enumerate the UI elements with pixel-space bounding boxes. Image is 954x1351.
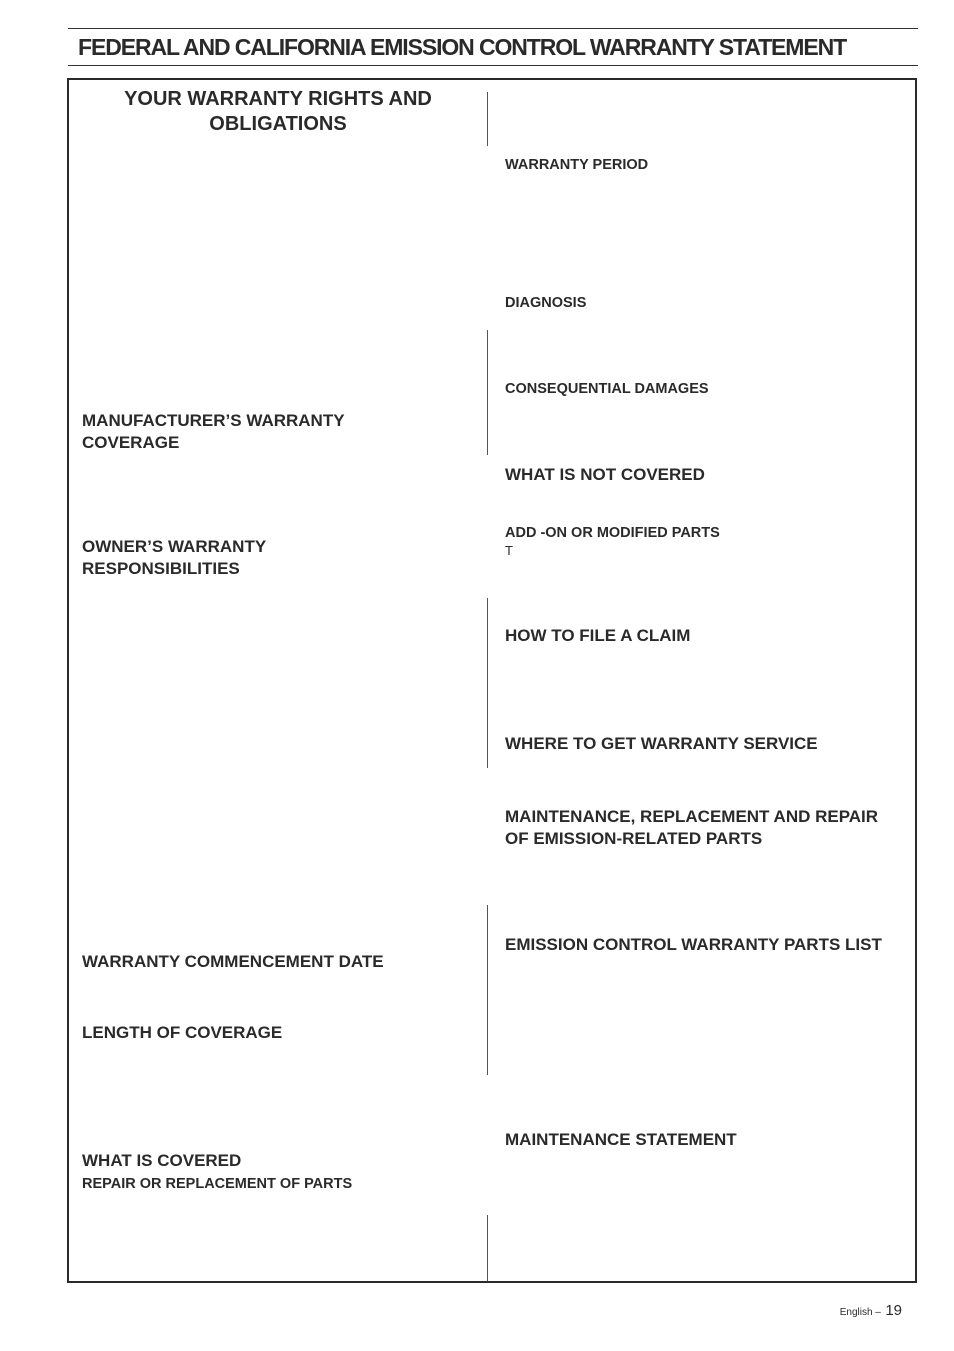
- add-on-parts-heading: ADD -ON OR MODIFIED PARTS: [505, 525, 720, 541]
- column-divider: [487, 905, 488, 1075]
- column-divider: [487, 1215, 488, 1281]
- rights-obligations-heading: YOUR WARRANTY RIGHTS AND OBLIGATIONS: [124, 88, 432, 135]
- owners-responsibilities-heading: OWNER’S WARRANTY RESPONSIBILITIES: [82, 537, 266, 578]
- repair-replacement-subheading: REPAIR OR REPLACEMENT OF PARTS: [82, 1176, 353, 1192]
- title-underline: [68, 65, 918, 66]
- page-number: 19: [885, 1302, 902, 1319]
- what-is-not-covered-heading: WHAT IS NOT COVERED: [505, 465, 705, 484]
- column-divider: [487, 598, 488, 768]
- document-title: FEDERAL AND CALIFORNIA EMISSION CONTROL WARRANTY STATEMENT: [78, 34, 847, 60]
- how-to-file-claim-heading: HOW TO FILE A CLAIM: [505, 626, 691, 645]
- manufacturers-coverage-heading: MANUFACTURER’S WARRANTY COVERAGE: [82, 411, 345, 452]
- commencement-date-heading: WARRANTY COMMENCEMENT DATE: [82, 952, 384, 971]
- length-of-coverage-heading: LENGTH OF COVERAGE: [82, 1023, 283, 1042]
- consequential-damages-heading: CONSEQUENTIAL DAMAGES: [505, 381, 709, 397]
- add-on-parts-text: T: [505, 543, 513, 558]
- footer-language: English –: [839, 1307, 881, 1318]
- parts-list-heading: EMISSION CONTROL WARRANTY PARTS LIST: [505, 935, 882, 954]
- warranty-period-heading: WARRANTY PERIOD: [505, 157, 649, 173]
- diagnosis-heading: DIAGNOSIS: [505, 295, 587, 311]
- warranty-frame: [67, 78, 917, 1283]
- maintenance-statement-heading: MAINTENANCE STATEMENT: [505, 1130, 737, 1149]
- what-is-covered-heading: WHAT IS COVERED: [82, 1151, 242, 1170]
- top-rule: [68, 28, 918, 29]
- maintenance-replacement-heading: MAINTENANCE, REPLACEMENT AND REPAIR OF EMISSION-RELATED PARTS: [505, 807, 879, 848]
- where-to-get-service-heading: WHERE TO GET WARRANTY SERVICE: [505, 734, 818, 753]
- column-divider: [487, 330, 488, 455]
- column-divider: [487, 92, 488, 146]
- page-footer: [840, 1302, 902, 1320]
